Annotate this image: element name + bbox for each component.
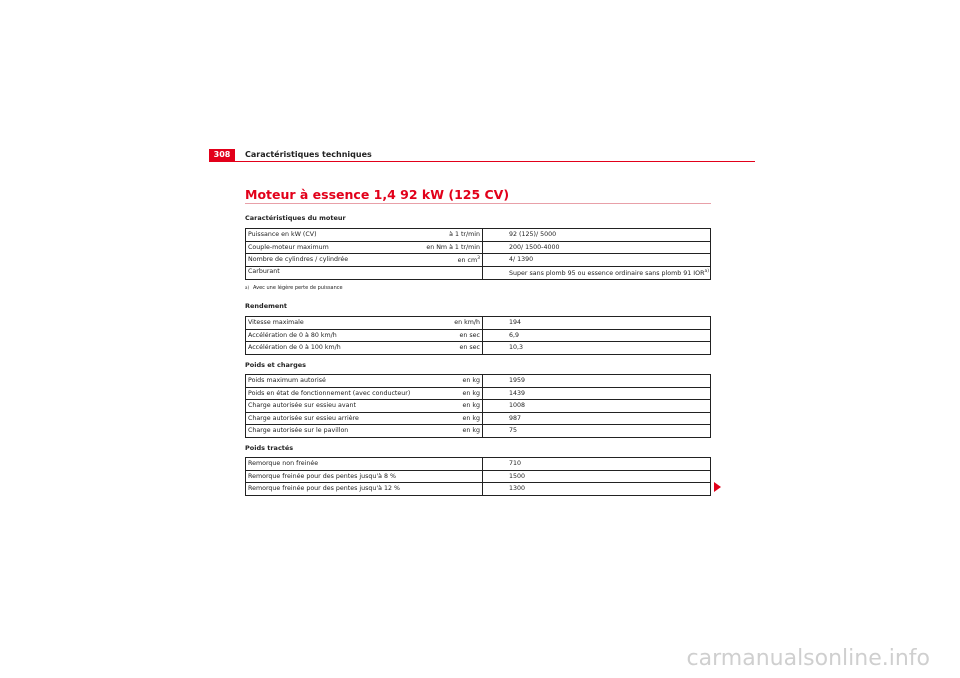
table-row xyxy=(246,317,711,330)
engine-spec-table xyxy=(245,228,711,280)
table-row xyxy=(246,458,711,471)
row-value: 987 xyxy=(483,412,711,425)
row-label: Couple-moteur maximum xyxy=(246,241,411,254)
towing-spec-table xyxy=(245,457,711,496)
row-unit: en kg xyxy=(410,412,483,425)
row-label: Remorque freinée pour des pentes jusqu'à 8 % xyxy=(246,470,411,483)
row-value: 4/ 1390 xyxy=(483,254,711,267)
watermark: carmanualsonline.info xyxy=(686,646,930,671)
table-row xyxy=(246,329,711,342)
section-heading-performance: Rendement xyxy=(245,302,288,310)
weights-spec-table xyxy=(245,374,711,438)
performance-spec-table xyxy=(245,316,711,355)
table-row xyxy=(246,425,711,438)
footnote-ref: a) xyxy=(704,268,709,274)
footnote-mark: a) xyxy=(245,285,250,290)
row-unit xyxy=(410,483,483,496)
row-unit: en kg xyxy=(410,387,483,400)
table-row xyxy=(246,342,711,355)
unit-superscript: 3 xyxy=(477,255,480,261)
row-value: 6,9 xyxy=(483,329,711,342)
row-value: 1439 xyxy=(483,387,711,400)
next-page-arrow-icon[interactable] xyxy=(714,482,721,492)
row-label: Accélération de 0 à 80 km/h xyxy=(246,329,411,342)
table-row xyxy=(246,387,711,400)
row-label: Remorque non freinée xyxy=(246,458,411,471)
row-label: Carburant xyxy=(246,266,411,280)
unit-text: en cm xyxy=(457,256,478,264)
row-unit: en Nm à 1 tr/min xyxy=(410,241,483,254)
row-unit: en sec xyxy=(410,342,483,355)
row-label: Charge autorisée sur essieu arrière xyxy=(246,412,411,425)
table-row xyxy=(246,241,711,254)
row-value: 200/ 1500-4000 xyxy=(483,241,711,254)
table-row xyxy=(246,400,711,413)
footnote-text: Avec une légère perte de puissance xyxy=(253,285,343,291)
row-value: 1500 xyxy=(483,470,711,483)
row-unit: à 1 tr/min xyxy=(410,229,483,242)
row-label: Vitesse maximale xyxy=(246,317,411,330)
title-divider xyxy=(245,203,711,204)
row-value: 710 xyxy=(483,458,711,471)
table-row xyxy=(246,266,711,280)
row-label: Puissance en kW (CV) xyxy=(246,229,411,242)
header-divider xyxy=(209,161,755,162)
value-text: Super sans plomb 95 ou essence ordinaire sans plomb 91 IOR xyxy=(509,269,705,277)
row-value: 10,3 xyxy=(483,342,711,355)
row-unit xyxy=(410,470,483,483)
footnote xyxy=(245,285,343,291)
table-row xyxy=(246,375,711,388)
row-unit: en kg xyxy=(410,375,483,388)
row-value: 92 (125)/ 5000 xyxy=(483,229,711,242)
row-unit: en km/h xyxy=(410,317,483,330)
row-unit xyxy=(410,266,483,280)
row-label: Poids en état de fonctionnement (avec conducteur) xyxy=(246,387,411,400)
row-label: Nombre de cylindres / cylindrée xyxy=(246,254,411,267)
row-value: 1008 xyxy=(483,400,711,413)
row-value xyxy=(483,266,711,280)
table-row xyxy=(246,483,711,496)
section-heading-engine: Caractéristiques du moteur xyxy=(245,214,346,222)
row-unit: en sec xyxy=(410,329,483,342)
row-label: Charge autorisée sur le pavillon xyxy=(246,425,411,438)
row-value: 194 xyxy=(483,317,711,330)
row-label: Poids maximum autorisé xyxy=(246,375,411,388)
table-row xyxy=(246,412,711,425)
row-unit xyxy=(410,254,483,267)
table-row xyxy=(246,229,711,242)
row-unit: en kg xyxy=(410,425,483,438)
section-heading-towing: Poids tractés xyxy=(245,444,294,452)
row-label: Accélération de 0 à 100 km/h xyxy=(246,342,411,355)
page-number: 308 xyxy=(209,149,235,161)
row-label: Remorque freinée pour des pentes jusqu'à 12 % xyxy=(246,483,411,496)
table-row xyxy=(246,470,711,483)
row-value: 75 xyxy=(483,425,711,438)
page-title: Moteur à essence 1,4 92 kW (125 CV) xyxy=(245,187,510,202)
row-value: 1300 xyxy=(483,483,711,496)
row-value: 1959 xyxy=(483,375,711,388)
row-unit xyxy=(410,458,483,471)
row-label: Charge autorisée sur essieu avant xyxy=(246,400,411,413)
section-heading-weights: Poids et charges xyxy=(245,361,307,369)
table-row xyxy=(246,254,711,267)
row-unit: en kg xyxy=(410,400,483,413)
header-title: Caractéristiques techniques xyxy=(245,150,372,159)
